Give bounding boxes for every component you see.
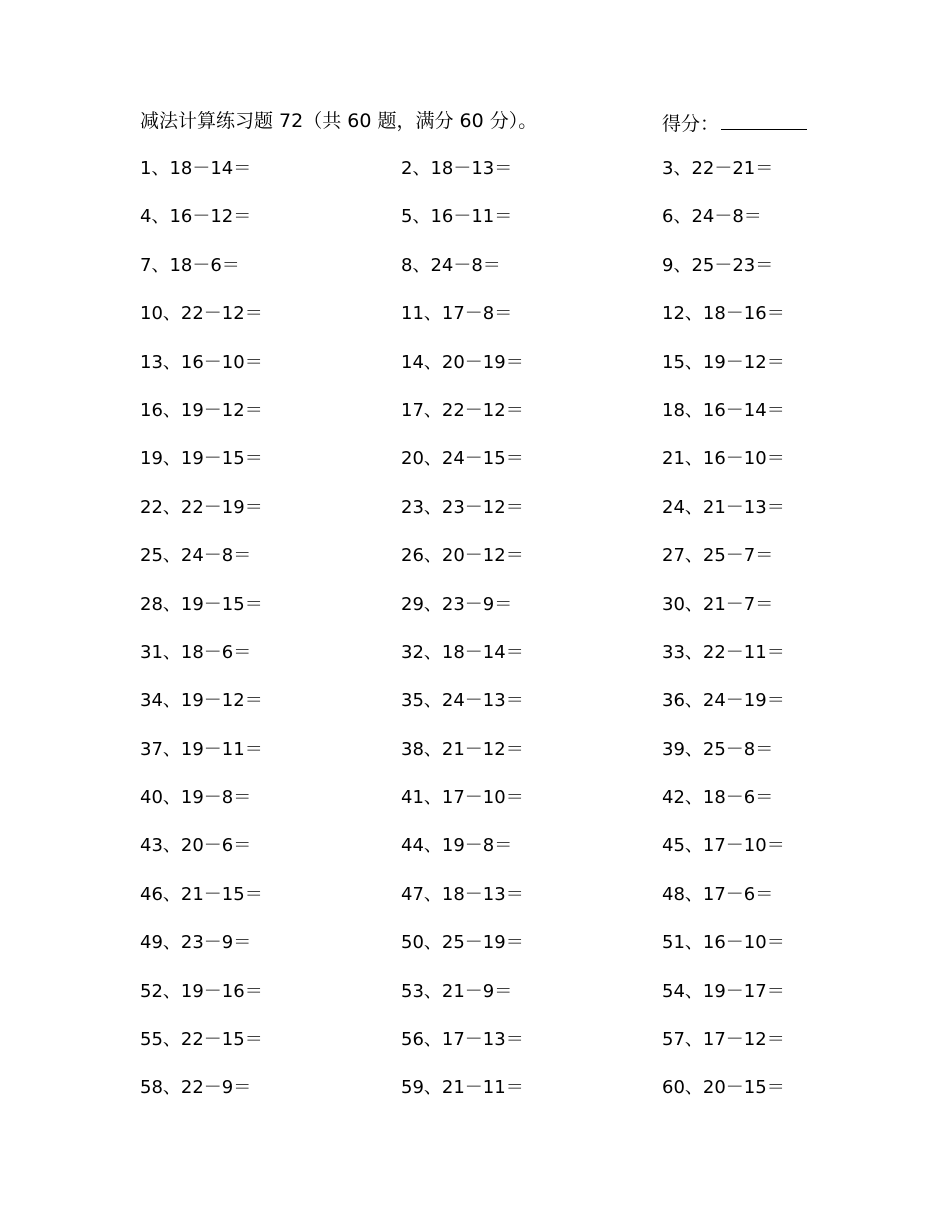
- problem-item: 32、18－14＝: [401, 641, 524, 663]
- problem-item: 49、23－9＝: [140, 932, 252, 954]
- problem-item: 53、21－9＝: [401, 980, 513, 1002]
- problem-item: 60、20－15＝: [662, 1077, 785, 1099]
- problem-item: 42、18－6＝: [662, 787, 774, 809]
- problem-item: 22、22－19＝: [140, 496, 263, 518]
- problem-item: 4、16－12＝: [140, 206, 252, 228]
- problem-item: 37、19－11＝: [140, 738, 263, 760]
- problem-item: 27、25－7＝: [662, 545, 774, 567]
- problem-item: 14、20－19＝: [401, 351, 524, 373]
- problem-item: 34、19－12＝: [140, 690, 263, 712]
- problem-item: 23、23－12＝: [401, 496, 524, 518]
- problem-item: 6、24－8＝: [662, 206, 762, 228]
- worksheet-title: 减法计算练习题 72（共 60 题，满分 60 分）。: [140, 110, 538, 132]
- problem-item: 29、23－9＝: [401, 593, 513, 615]
- problem-item: 17、22－12＝: [401, 399, 524, 421]
- problem-item: 59、21－11＝: [401, 1077, 524, 1099]
- problem-item: 8、24－8＝: [401, 254, 501, 276]
- problem-item: 12、18－16＝: [662, 303, 785, 325]
- problem-item: 28、19－15＝: [140, 593, 263, 615]
- problem-item: 55、22－15＝: [140, 1029, 263, 1051]
- problem-item: 35、24－13＝: [401, 690, 524, 712]
- problem-item: 51、16－10＝: [662, 932, 785, 954]
- problem-item: 15、19－12＝: [662, 351, 785, 373]
- score-blank-line: [721, 107, 807, 130]
- score-field: [662, 107, 807, 138]
- problem-item: 16、19－12＝: [140, 399, 263, 421]
- problem-grid: [140, 155, 840, 1123]
- problem-item: 52、19－16＝: [140, 980, 263, 1002]
- problem-item: 58、22－9＝: [140, 1077, 252, 1099]
- problem-item: 13、16－10＝: [140, 351, 263, 373]
- problem-item: 3、22－21＝: [662, 158, 774, 179]
- problem-item: 20、24－15＝: [401, 448, 524, 470]
- problem-item: 2、18－13＝: [401, 158, 513, 179]
- problem-item: 19、19－15＝: [140, 448, 263, 470]
- problem-item: 50、25－19＝: [401, 932, 524, 954]
- problem-item: 38、21－12＝: [401, 738, 524, 760]
- problem-item: 44、19－8＝: [401, 835, 513, 857]
- problem-item: 47、18－13＝: [401, 883, 524, 905]
- problem-item: 25、24－8＝: [140, 545, 252, 567]
- score-label: 得分：: [662, 113, 720, 135]
- problem-item: 56、17－13＝: [401, 1029, 524, 1051]
- problem-item: 9、25－23＝: [662, 254, 774, 276]
- problem-item: 24、21－13＝: [662, 496, 785, 518]
- problem-item: 11、17－8＝: [401, 303, 513, 325]
- problem-item: 21、16－10＝: [662, 448, 785, 470]
- problem-item: 10、22－12＝: [140, 303, 263, 325]
- problem-item: 1、18－14＝: [140, 158, 252, 179]
- problem-item: 31、18－6＝: [140, 641, 252, 663]
- problem-item: 46、21－15＝: [140, 883, 263, 905]
- problem-item: 41、17－10＝: [401, 787, 524, 809]
- problem-item: 48、17－6＝: [662, 883, 774, 905]
- problem-item: 36、24－19＝: [662, 690, 785, 712]
- problem-item: 30、21－7＝: [662, 593, 774, 615]
- problem-item: 57、17－12＝: [662, 1029, 785, 1051]
- problem-item: 54、19－17＝: [662, 980, 785, 1002]
- problem-item: 18、16－14＝: [662, 399, 785, 421]
- problem-item: 5、16－11＝: [401, 206, 513, 228]
- problem-item: 45、17－10＝: [662, 835, 785, 857]
- problem-item: 43、20－6＝: [140, 835, 252, 857]
- problem-item: 39、25－8＝: [662, 738, 774, 760]
- problem-item: 33、22－11＝: [662, 641, 785, 663]
- problem-item: 26、20－12＝: [401, 545, 524, 567]
- problem-item: 40、19－8＝: [140, 787, 252, 809]
- problem-item: 7、18－6＝: [140, 254, 240, 276]
